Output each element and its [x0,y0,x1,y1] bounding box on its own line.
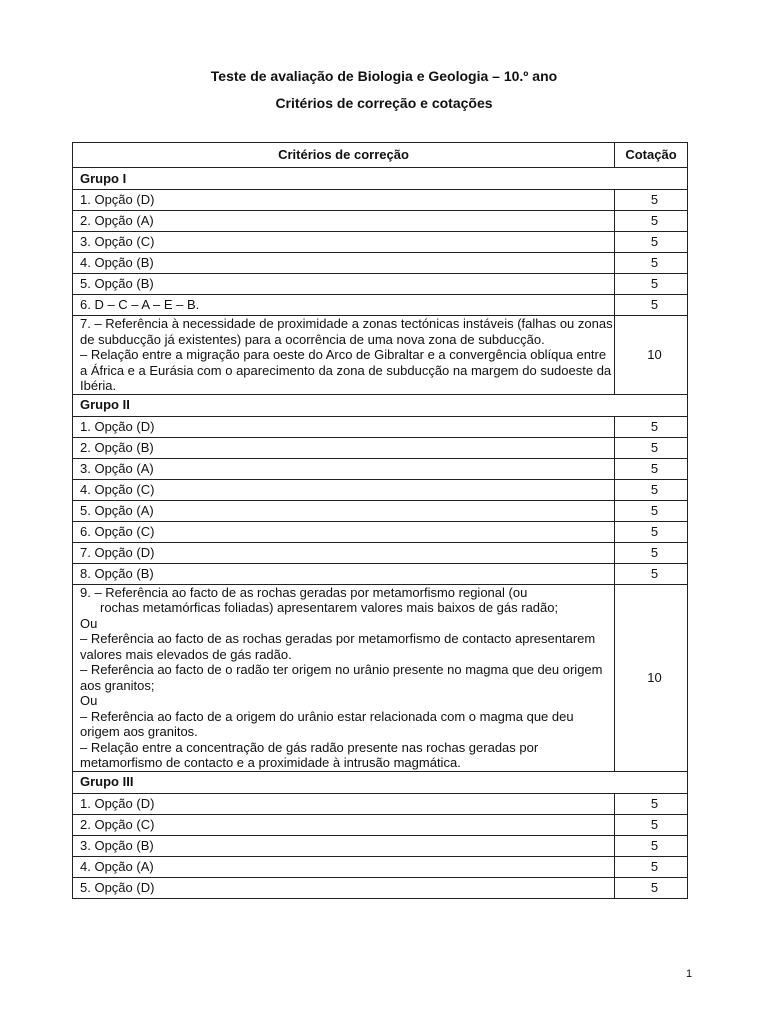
table-row [73,295,688,316]
table-row [73,563,688,584]
score-cell: 10 [615,584,688,771]
score-cell: 5 [615,211,688,232]
group-title: Grupo II [73,394,688,416]
criteria-line: – Referência ao facto de o radão ter origem no urânio presente no magma que deu origem aos granitos; [80,662,603,693]
criteria-line: – Referência ao facto de a origem do urânio estar relacionada com o magma que deu origem aos granitos. [80,708,574,739]
criteria-line: – Relação entre a concentração de gás radão presente nas rochas geradas por metamorfismo de contacto e a proximidade à intrusão magmática. [80,739,539,770]
score-cell: 5 [615,835,688,856]
document-title: Teste de avaliação de Biologia e Geologia – 10.º ano [210,68,558,84]
table-row [73,190,688,211]
criteria-cell: 8. Opção (B) [73,563,615,584]
criteria-cell: 3. Opção (A) [73,458,615,479]
criteria-line: Ou [80,615,98,631]
score-cell: 5 [615,542,688,563]
criteria-cell-long [73,584,615,771]
group-header-row [73,168,688,190]
criteria-line: 9. – Referência ao facto de as rochas geradas por metamorfismo regional (ou [80,584,528,600]
criteria-cell: 3. Opção (B) [73,835,615,856]
group-title: Grupo I [73,168,688,190]
score-cell: 5 [615,877,688,898]
document-subtitle: Critérios de correção e cotações [275,95,493,111]
score-cell: 10 [615,316,688,395]
table-row [73,437,688,458]
criteria-cell: 3. Opção (C) [73,232,615,253]
criteria-line: rochas metamórficas foliadas) apresentarem valores mais baixos de gás radão; [100,600,559,615]
score-column-header: Cotação [615,143,688,168]
score-cell: 5 [615,295,688,316]
score-cell: 5 [615,232,688,253]
criteria-line: 7. – Referência à necessidade de proximidade a zonas tectónicas instáveis (falhas ou zonas de subducção já existentes) para a ocorrência de uma nova zona de subducção. [80,316,613,347]
criteria-line: – Referência ao facto de as rochas geradas por metamorfismo de contacto apresentarem valores mais elevados de gás radão. [80,631,596,662]
score-cell: 5 [615,500,688,521]
table-row [73,274,688,295]
table-row [73,232,688,253]
criteria-cell: 5. Opção (D) [73,877,615,898]
table-row-long [73,584,688,771]
table-row [73,416,688,437]
criteria-cell: 4. Opção (A) [73,856,615,877]
criteria-line: – Relação entre a migração para oeste do Arco de Gibraltar e a convergência oblíqua entre a África e a Eurásia com o aparecimento da zona de subducção na margem do sudoeste da Ibéria. [80,347,612,393]
criteria-cell: 5. Opção (B) [73,274,615,295]
score-cell: 5 [615,856,688,877]
table-row [73,253,688,274]
table-row [73,877,688,898]
table-row [73,835,688,856]
table-row-long [73,316,688,395]
criteria-cell: 6. D – C – A – E – B. [73,295,615,316]
group-header-row [73,394,688,416]
table-row [73,500,688,521]
table-row [73,211,688,232]
score-cell: 5 [615,274,688,295]
criteria-cell: 4. Opção (C) [73,479,615,500]
criteria-line: Ou [80,693,98,708]
criteria-cell: 2. Opção (A) [73,211,615,232]
criteria-cell: 5. Opção (A) [73,500,615,521]
table-row [73,856,688,877]
criteria-cell: 6. Opção (C) [73,521,615,542]
table-row [73,793,688,814]
score-cell: 5 [615,190,688,211]
score-cell: 5 [615,253,688,274]
criteria-cell: 1. Opção (D) [73,190,615,211]
score-cell: 5 [615,793,688,814]
table-row [73,542,688,563]
table-row [73,479,688,500]
criteria-table [72,142,688,899]
score-cell: 5 [615,416,688,437]
score-cell: 5 [615,814,688,835]
group-header-row [73,771,688,793]
criteria-cell-long [73,316,615,395]
criteria-cell: 1. Opção (D) [73,793,615,814]
group-title: Grupo III [73,771,688,793]
table-row [73,521,688,542]
table-header-row [73,143,688,168]
table-row [73,814,688,835]
score-cell: 5 [615,521,688,542]
score-cell: 5 [615,563,688,584]
criteria-cell: 2. Opção (B) [73,437,615,458]
criteria-cell: 2. Opção (C) [73,814,615,835]
score-cell: 5 [615,437,688,458]
score-cell: 5 [615,479,688,500]
criteria-cell: 4. Opção (B) [73,253,615,274]
criteria-cell: 7. Opção (D) [73,542,615,563]
score-cell: 5 [615,458,688,479]
page-number: 1 [686,968,693,980]
table-row [73,458,688,479]
criteria-column-header: Critérios de correção [73,143,615,168]
criteria-cell: 1. Opção (D) [73,416,615,437]
